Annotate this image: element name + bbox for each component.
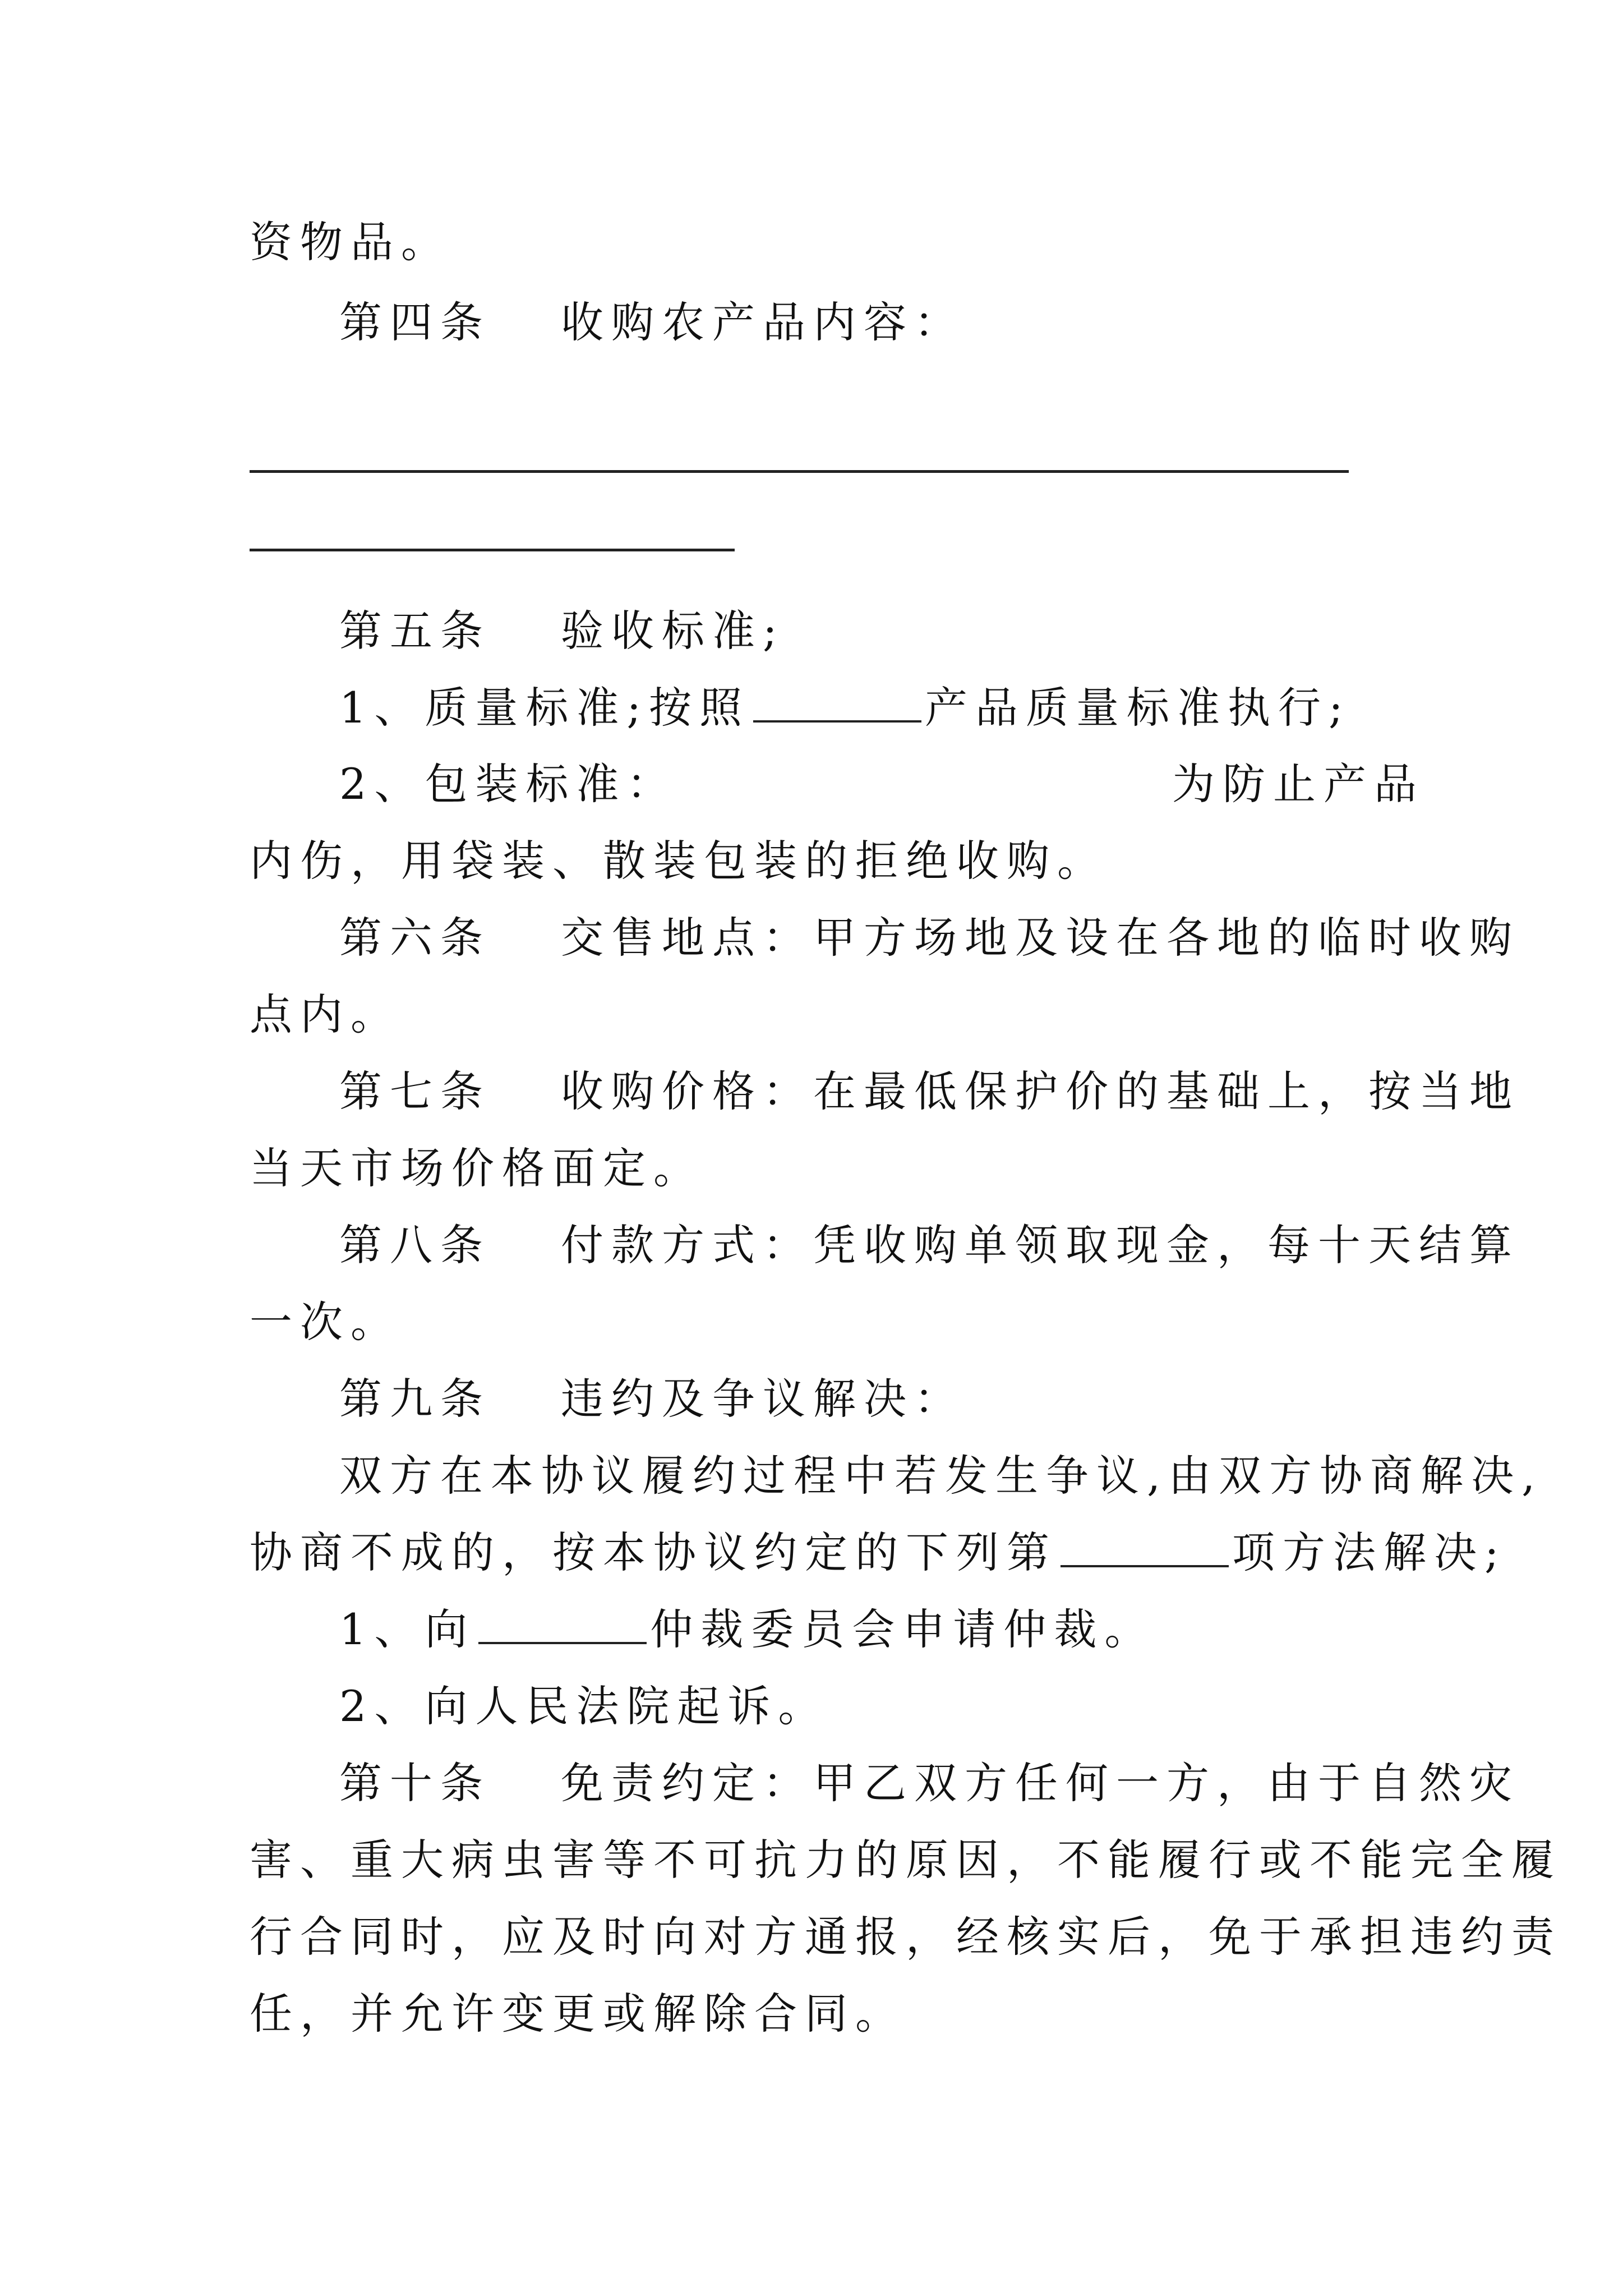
text: 当天市场价格面定。 bbox=[250, 1143, 704, 1193]
text: 仲裁委员会申请仲裁。 bbox=[650, 1604, 1155, 1654]
text-line bbox=[250, 1135, 1623, 1202]
article-text: 交售地点：甲方场地及设在各地的临时收购 bbox=[561, 913, 1520, 963]
article-label: 第六条 bbox=[339, 913, 491, 963]
article-text: 违约及争议解决： bbox=[561, 1374, 965, 1424]
article-8 bbox=[339, 1212, 1623, 1279]
article-7 bbox=[339, 1058, 1623, 1125]
text: 2、包装标准： bbox=[339, 759, 677, 809]
article-10 bbox=[339, 1750, 1623, 1817]
article-text: 付款方式：凭收购单领取现金，每十天结算 bbox=[561, 1220, 1520, 1270]
article-text: 收购价格：在最低保护价的基础上，按当地 bbox=[561, 1066, 1520, 1116]
text-line bbox=[250, 981, 1623, 1048]
text-line bbox=[250, 1903, 1623, 1971]
text-line bbox=[339, 1442, 1623, 1510]
text-line bbox=[250, 1980, 1623, 2047]
blank-field bbox=[753, 685, 921, 723]
article-text: 验收标准; bbox=[561, 606, 785, 656]
standard-2-right bbox=[1172, 751, 1621, 818]
option-1 bbox=[339, 1596, 1623, 1663]
text: 任，并允许变更或解除合同。 bbox=[250, 1989, 906, 2039]
text: 行合同时，应及时向对方通报，经核实后，免于承担违约责 bbox=[250, 1912, 1562, 1962]
article-label: 第四条 bbox=[339, 297, 491, 347]
article-4 bbox=[339, 289, 1623, 356]
text: 项方法解决; bbox=[1232, 1527, 1507, 1577]
article-5 bbox=[339, 597, 1623, 665]
text: 害、重大病虫害等不可抗力的原因，不能履行或不能完全履 bbox=[250, 1835, 1562, 1885]
text-line bbox=[250, 827, 1623, 895]
text-line bbox=[250, 1289, 1623, 1356]
text: 双方在本协议履约过程中若发生争议,由双方协商解决, bbox=[339, 1451, 1543, 1501]
fill-in-rule bbox=[250, 470, 1349, 473]
text: 协商不成的，按本协议约定的下列第 bbox=[250, 1527, 1057, 1577]
text: 一次。 bbox=[250, 1297, 401, 1347]
article-label: 第七条 bbox=[339, 1066, 491, 1116]
text: 2、向人民法院起诉。 bbox=[339, 1681, 829, 1731]
article-label: 第九条 bbox=[339, 1374, 491, 1424]
blank-field bbox=[1061, 1530, 1229, 1567]
option-2 bbox=[339, 1673, 1623, 1740]
text: 点内。 bbox=[250, 990, 401, 1039]
article-9 bbox=[339, 1365, 1623, 1433]
article-text: 免责约定：甲乙双方任何一方，由于自然灾 bbox=[561, 1758, 1520, 1808]
article-label: 第五条 bbox=[339, 606, 491, 656]
text: 内伤，用袋装、散装包装的拒绝收购。 bbox=[250, 836, 1108, 886]
blank-field bbox=[478, 1607, 647, 1644]
article-label: 第十条 bbox=[339, 1758, 491, 1808]
text: 产品质量标准执行; bbox=[924, 683, 1351, 733]
text: 为防止产品 bbox=[1172, 759, 1424, 809]
standard-1 bbox=[339, 674, 1623, 742]
text: 资物品。 bbox=[250, 217, 451, 267]
text-line bbox=[250, 1519, 1623, 1586]
text: 1、向 bbox=[339, 1604, 476, 1654]
text-line bbox=[250, 209, 1623, 276]
article-text: 收购农产品内容： bbox=[561, 297, 965, 347]
text-line bbox=[250, 1826, 1623, 1894]
article-6 bbox=[339, 904, 1623, 972]
fill-in-rule bbox=[250, 549, 735, 551]
article-label: 第八条 bbox=[339, 1220, 491, 1270]
text: 1、质量标准;按照 bbox=[339, 683, 750, 733]
